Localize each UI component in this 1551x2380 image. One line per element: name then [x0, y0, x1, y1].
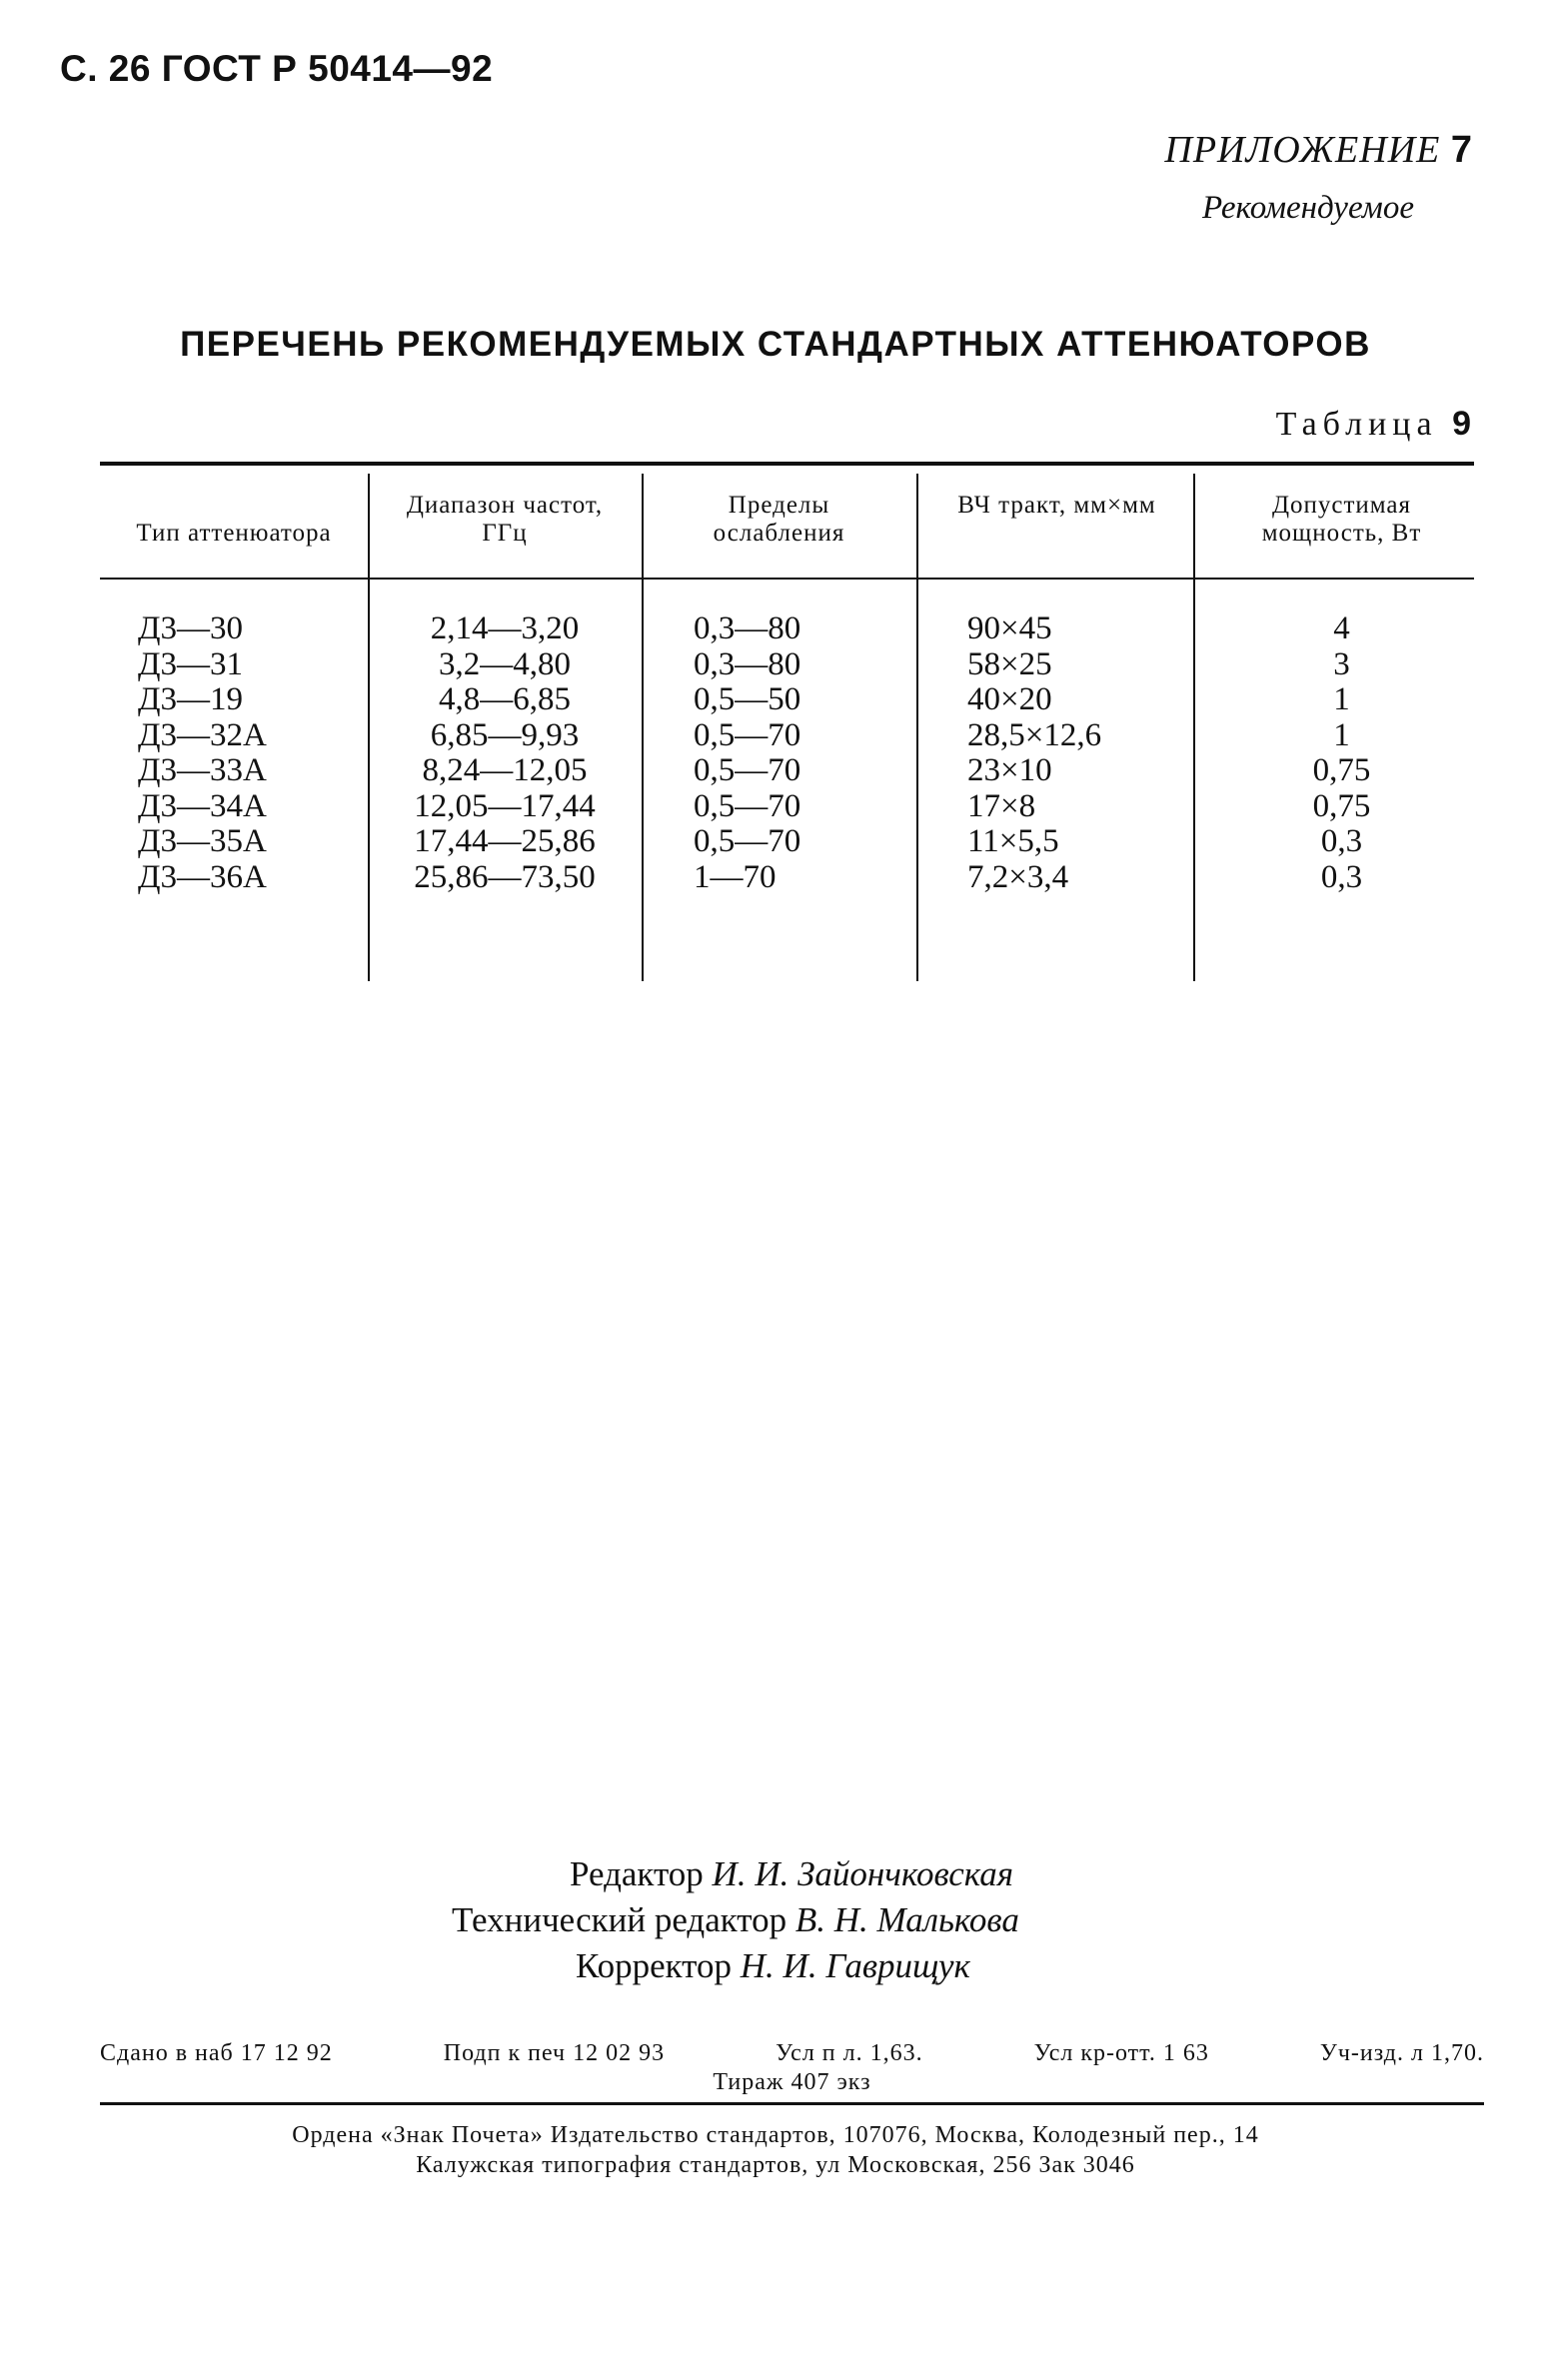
table-cell: 25,86—73,50 [414, 858, 596, 895]
table-cell: 40×20 [967, 681, 1052, 717]
table-cell: 1 [1333, 681, 1350, 717]
table-cell: 58×25 [967, 645, 1052, 682]
column-attenuation [694, 611, 800, 895]
corrector-role: Корректор [576, 1946, 733, 1985]
table-cell: 0,75 [1312, 787, 1371, 824]
header-attenuation: Пределы ослабления [713, 492, 845, 547]
table-cell: 1—70 [694, 858, 776, 895]
table-label [1276, 405, 1471, 444]
table-cell: 28,5×12,6 [967, 716, 1102, 753]
table-cell: 0,5—70 [694, 716, 801, 753]
table-cell: 0,75 [1312, 752, 1371, 788]
table-cell: Д3—33А [138, 752, 267, 788]
corrector-line [576, 1946, 970, 1986]
attenuator-table [100, 462, 1474, 981]
header-frequency: Диапазон частот, ГГц [406, 492, 604, 547]
column-divider [368, 474, 370, 981]
table-cell: 0,3 [1320, 858, 1363, 895]
table-cell: 0,3—80 [694, 645, 801, 682]
table-cell: 8,24—12,05 [422, 752, 588, 788]
tech-editor-line [452, 1900, 1019, 1940]
table-cell: 7,2×3,4 [967, 858, 1069, 895]
header-waveguide: ВЧ тракт, мм×мм [957, 492, 1156, 519]
header-type: Тип аттенюатора [136, 520, 332, 547]
footer-rule [100, 2102, 1484, 2105]
appendix-label [1164, 128, 1473, 172]
table-cell: Д3—30 [138, 610, 244, 646]
table-cell: 4 [1333, 610, 1350, 646]
table-top-rule [100, 462, 1474, 466]
editor-role: Редактор [570, 1854, 704, 1893]
table-cell: 3,2—4,80 [439, 645, 571, 682]
table-cell: Д3—32А [138, 716, 267, 753]
column-frequency [400, 611, 610, 895]
table-cell: 0,5—70 [694, 823, 801, 859]
column-divider [642, 474, 644, 981]
table-cell: Д3—34А [138, 787, 267, 824]
column-power [1209, 611, 1474, 895]
editor-line [570, 1854, 1013, 1894]
table-cell: 0,3 [1320, 823, 1363, 859]
header-power: Допустимая мощность, Вт [1261, 492, 1422, 547]
table-cell: 0,5—70 [694, 787, 801, 824]
imprint-segment: Подп к печ 12 02 93 [443, 2040, 666, 2066]
table-cell: 17×8 [967, 787, 1036, 824]
table-cell: Д3—35А [138, 823, 267, 859]
appendix-status: Рекомендуемое [1201, 190, 1414, 226]
appendix-label-text: ПРИЛОЖЕНИЕ [1164, 129, 1441, 171]
table-cell: 0,5—50 [694, 681, 801, 717]
column-type [138, 611, 267, 895]
table-number: 9 [1452, 405, 1471, 443]
tech-editor-role: Технический редактор [452, 1900, 787, 1939]
page-header: С. 26 ГОСТ Р 50414—92 [60, 48, 494, 89]
imprint-segment: Сдано в наб 17 12 92 [100, 2040, 333, 2066]
table-cell: 4,8—6,85 [439, 681, 571, 717]
publisher-footer [0, 2120, 1551, 2180]
table-cell: Д3—36А [138, 858, 267, 895]
imprint-segment: Уч-изд. л 1,70. [1319, 2040, 1484, 2066]
printer-line: Калужская типография стандартов, ул Московская, 256 Зак 3046 [416, 2152, 1135, 2178]
editor-name: И. И. Зайончковская [712, 1854, 1014, 1893]
table-cell: 11×5,5 [967, 823, 1059, 859]
table-header-rule [100, 578, 1474, 580]
column-divider [916, 474, 918, 981]
table-label-text: Таблица [1275, 406, 1438, 443]
column-waveguide [967, 611, 1101, 895]
imprint-segment: Усл п л. 1,63. [776, 2040, 923, 2066]
table-cell: 12,05—17,44 [414, 787, 596, 824]
appendix-number: 7 [1450, 129, 1473, 171]
table-cell: 23×10 [967, 752, 1052, 788]
table-cell: 1 [1333, 716, 1350, 753]
table-cell: 2,14—3,20 [430, 610, 580, 646]
document-title: ПЕРЕЧЕНЬ РЕКОМЕНДУЕМЫХ СТАНДАРТНЫХ АТТЕНЮАТОРОВ [180, 325, 1371, 364]
table-cell: 6,85—9,93 [430, 716, 580, 753]
table-cell: 3 [1333, 645, 1350, 682]
publisher-line: Ордена «Знак Почета» Издательство стандартов, 107076, Москва, Колодезный пер., 14 [292, 2122, 1259, 2148]
corrector-name: Н. И. Гаврищук [740, 1946, 970, 1985]
imprint-segment: Усл кр-отт. 1 63 [1033, 2040, 1209, 2066]
print-details [100, 2040, 1484, 2096]
table-cell: 17,44—25,86 [414, 823, 596, 859]
table-cell: 0,3—80 [694, 610, 801, 646]
tech-editor-name: В. Н. Малькова [794, 1900, 1019, 1939]
print-run: Тираж 407 экз [713, 2069, 871, 2095]
column-divider [1193, 474, 1195, 981]
table-cell: Д3—31 [138, 645, 244, 682]
table-cell: 0,5—70 [694, 752, 801, 788]
table-cell: Д3—19 [138, 681, 244, 717]
table-cell: 90×45 [967, 610, 1052, 646]
